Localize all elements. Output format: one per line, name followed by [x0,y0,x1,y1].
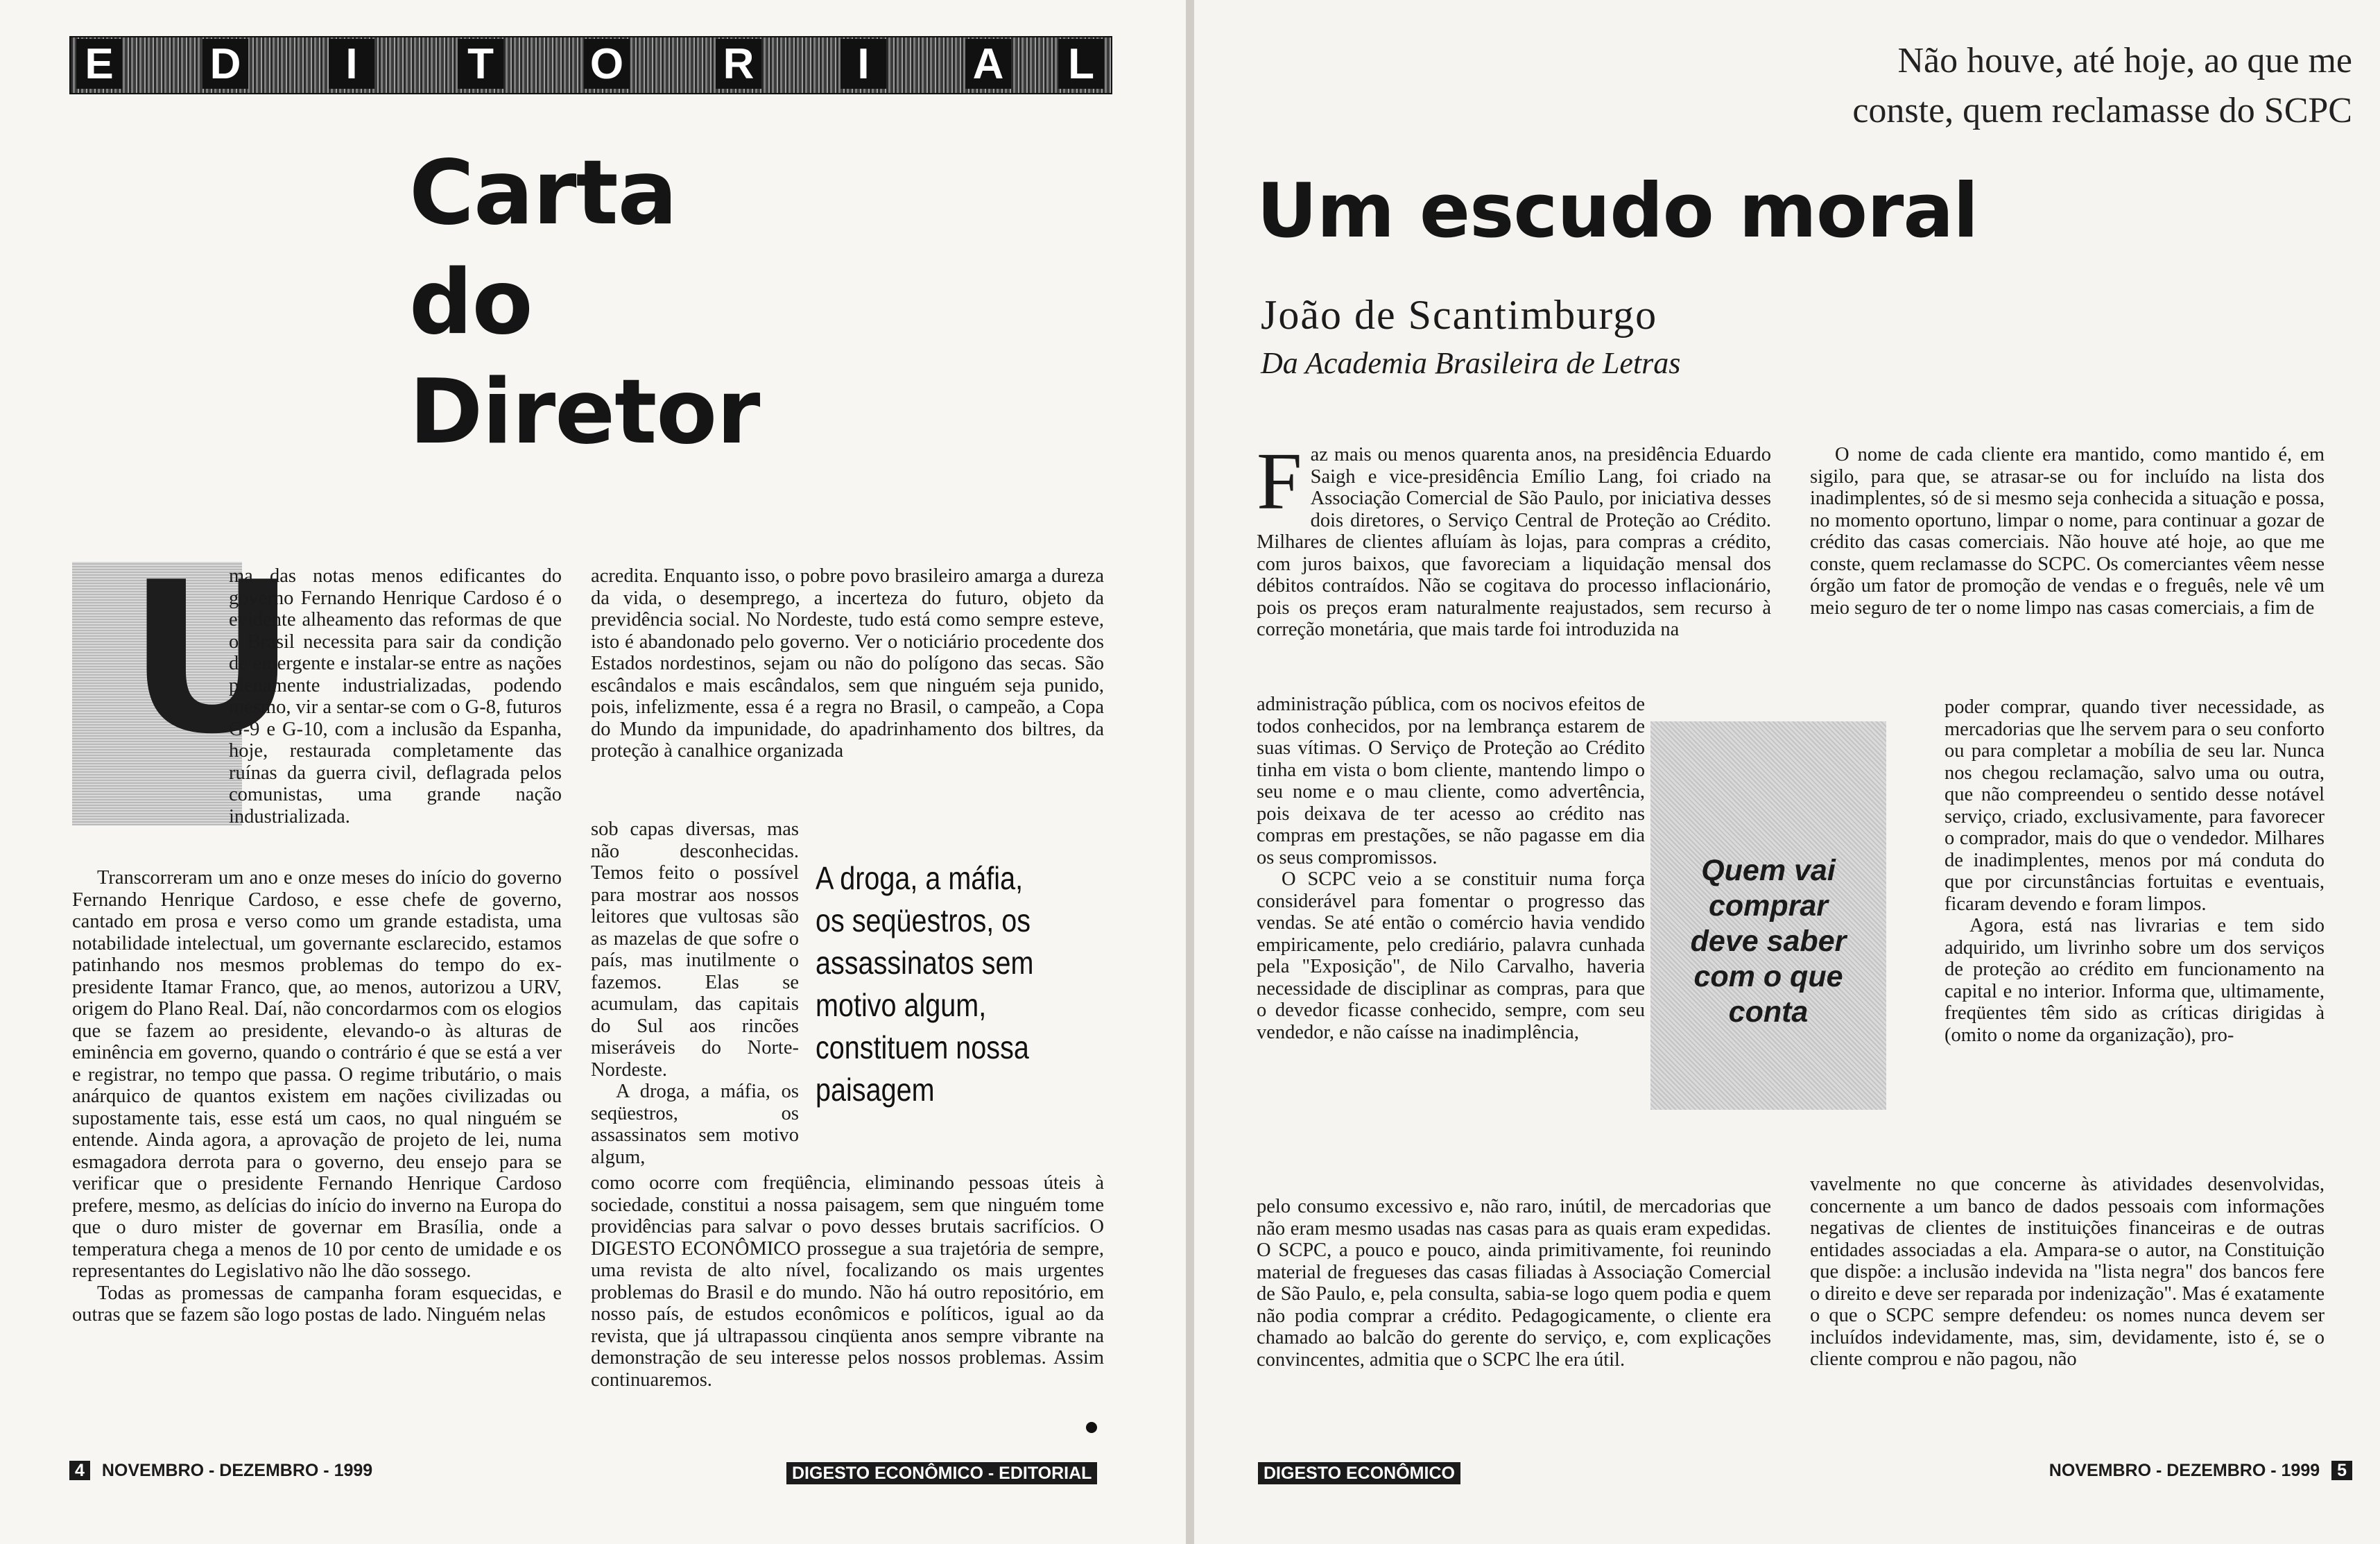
pull-quote-line: motivo algum, [816,987,987,1023]
author-name: João de Scantimburgo [1261,292,1658,338]
banner-letter: L [1058,39,1104,89]
highlight-line: conta [1728,995,1809,1029]
article-text-col2-bottom [1810,1174,2325,1371]
pull-quote-line: assassinatos sem [816,945,1034,981]
banner-letter: R [716,39,761,89]
article-paragraph: como ocorre com freqüência, eliminando pessoas úteis à sociedade, constitui a nossa paisagem, sem que ninguém tome providências para salvar o povo desses brutais sacrifícios. O DIGESTO ECONÔMICO prossegue a sua trajetória de sempre, uma revista de alto nível, focalizando os mais urgentes problemas do Brasil e do mundo. Não há outro repositório, em nosso país, de estudos econômicos e políticos, igual ao da revista, que já ultrapassou cinqüenta anos sempre vibrante na demonstração de seu interesse pelos nossos problemas. Assim continuaremos. [591,1172,1104,1391]
article-paragraph: O SCPC veio a se constituir numa força considerável para fomentar o progresso das vendas. Se até então o comércio havia vendido empiricamente, pelo crediário, palavra cunhada pela "Exposição", de Nilo Carvalho, haveria necessidade de disciplinar as compras, para que o devedor ficasse conhecido, sempre, com seu vendedor, e não caísse na inadimplência, [1257,868,1645,1043]
header-quote [1852,36,2352,136]
footer-section: DIGESTO ECONÔMICO - EDITORIAL [786,1462,1097,1484]
article-text-col2-narrow [1944,696,2325,1046]
article-title: Um escudo moral [1257,168,1978,255]
pull-quote [816,857,1114,1111]
drop-cap: F [1257,436,1302,526]
header-quote-line: conste, quem reclamasse do SCPC [1852,91,2352,130]
article-paragraph: pelo consumo excessivo e, não raro, inútil, de mercadorias que não eram mesmo usadas nas casas para as quais eram expedidas. O SCPC, a pouco e pouco, ainda primitivamente, foi reunindo material de fregueses das casas filiadas à Associação Comercial de São Paulo, e, pela consulta, sabia-se logo quem podia e quem não podia comprar a crédito. Pedagogicamente, o cliente era chamado ao balcão do gerente do serviço, e, com explicações convincentes, admitia que o SCPC lhe era útil. [1257,1196,1771,1371]
article-paragraph: poder comprar, quando tiver necessidade, as mercadorias que lhe servem para o seu conforto ou para completar a mobília de seu lar. Nunca nos chegou reclamação, salvo uma ou outra, que não compreendeu o sentido desse notável serviço, criado, exclusivamente, para favorecer o comprador, mais do que o vendedor. Milhares de inadimplentes, menos por má conduta do que por circunstâncias fortuitas e eventuais, ficaram devendo e foram limpos. [1944,696,2325,915]
highlight-line: comprar [1708,889,1829,923]
article-paragraph: Transcorreram um ano e onze meses do início do governo Fernando Henrique Cardoso, e esse chefe de governo, cantado em prosa e verso como um grande estadista, uma notabilidade intelectual, um governante esclarecido, estamos patinhando nos mesmos problemas do tempo do ex-presidente Itamar Franco, que, ao menos, autorizou a URV, origem do Plano Real. Daí, não concordarmos com os elogios que se fazem ao presidente, elevando-o às alturas de eminência em governo, quando o contrário é que se está a ver e registrar, no tempo que passa. O regime tributário, o mais anárquico de quantos existem em nações civilizadas ou supostamente tais, esse está um caos, no qual ninguém se entende. Ainda agora, a aprovação de projeto de lei, numa esmagadora derrota para o governo, deu ensejo para se verificar que o presidente Fernando Henrique Cardoso prefere, mesmo, as delícias do início do inverno na Europa do que o duro mister de governar em Brasília, onde a temperatura chega a menos de 10 por cento de umidade e os representantes do Legislativo não lhe dão sossego. [72,867,562,1282]
highlight-line: com o que [1693,960,1843,993]
article-text-col2-narrow [591,818,799,1168]
title-line: Carta [409,141,677,245]
editorial-banner [69,36,1112,94]
issue-date: NOVEMBRO - DEZEMBRO - 1999 [2049,1461,2320,1480]
article-paragraph: acredita. Enquanto isso, o pobre povo brasileiro amarga a dureza da vida, o desemprego, a incerteza do futuro, objeto da previdência social. No Nordeste, tudo está como sempre esteve, isto é abandonado pelo governo. Ver o noticiário procedente dos Estados nordestinos, sejam ou não do polígono das secas. São escândalos e mais escândalos, sem que ninguém seja punido, pois, infelizmente, essa é a regra no Brasil, o campeão, a Copa do Mundo da impunidade, do apadrinhamento dos biltres, da proteção à canalhice organizada [591,565,1104,762]
page-number: 5 [2331,1461,2352,1480]
pull-quote-line: constituem nossa [816,1029,1029,1065]
banner-letter: I [329,39,374,89]
article-paragraph: A droga, a máfia, os seqüestros, os assassinatos sem motivo algum, [591,1081,799,1168]
issue-date: NOVEMBRO - DEZEMBRO - 1999 [101,1461,373,1480]
footer-publication: DIGESTO ECONÔMICO [1258,1462,1460,1484]
article-paragraph: sob capas diversas, mas não desconhecidas. Temos feito o possível para mostrar aos nossos leitores que vultosas são as mazelas de que sofre o país, mas inutilmente o fazemos. Elas se acumulam, das capitais do Sul aos rincões miseráveis do Norte-Nordeste. [591,818,799,1081]
article-paragraph: ma das notas menos edificantes do governo Fernando Henrique Cardoso é o evidente alheamento das reformas de que o Brasil necessita para sair da condição de emergente e instalar-se entre as nações plenamente industrializadas, podendo mesmo, vir a sentar-se com o G-8, futuros G-9 e G-10, com a inclusão da Espanha, hoje, restaurada completamente das ruínas da guerra civil, deflagrada pelos comunistas, uma grande nação industrializada. [229,565,562,827]
highlight-box [1650,721,1886,1110]
drop-cap-box [72,538,297,825]
author-affiliation: Da Academia Brasileira de Letras [1261,346,1681,380]
highlight-text [1650,853,1886,1030]
title-line: Diretor [409,361,760,464]
footer-right [2049,1459,2352,1482]
article-paragraph: administração pública, com os nocivos efeitos de todos conhecidos, por na lembrança estarem de suas vítimas. O Serviço de Proteção ao Crédito tinha em vista o bom cliente, mantendo limpo o seu nome e o mau cliente, como advertência, pois deixava de ter acesso ao crédito nas compras em prestações, se não pagasse em dia os seus compromissos. [1257,694,1645,868]
page-title [409,139,759,468]
article-text-col1-wrap [229,565,562,846]
pull-quote-line: paisagem [816,1072,935,1108]
pull-quote-line: os seqüestros, os [816,902,1031,938]
banner-letter: T [458,39,503,89]
banner-letter: O [584,39,630,89]
article-text-col2-top [591,565,1104,762]
banner-letter: D [202,39,248,89]
footer-left [69,1459,372,1482]
highlight-line: deve saber [1690,925,1847,958]
title-line: do [409,251,533,354]
article-text-col1-bottom [1257,1196,1771,1371]
article-paragraph: Todas as promessas de campanha foram esquecidas, e outras que se fazem são logo postas de lado. Ninguém nelas [72,1282,562,1326]
pull-quote-line: A droga, a máfia, [816,860,1024,896]
page-number: 4 [69,1461,90,1480]
article-text-col2-top [1810,444,2325,619]
article-paragraph: Agora, está nas livrarias e tem sido adquirido, um livrinho sobre um dos serviços de proteção ao crédito em funcionamento na capital e no interior. Informa que, ultimamente, freqüentes têm sido as críticas dirigidas à (omito o nome da organização), pro- [1944,915,2325,1046]
article-text-col2-bottom [591,1172,1104,1391]
article-text-col1-narrow [1257,694,1645,1043]
page-gutter [1186,0,1194,1544]
article-paragraph: vavelmente no que concerne às atividades desenvolvidas, concernente a um banco de dados pessoais com informações negativas de clientes de instituições financeiras e de outras entidades associadas a ela. Ampara-se o autor, na Constituição que dispõe: a inclusão indevida na "lista negra" dos bancos fere o direito e deve ser reparada por indenização". Mas é exatamente o que o SCPC sempre defendeu: os nomes nunca devem ser incluídos indevidamente, mas, sim, devidamente, isto é, se o cliente comprou e não pagou, não [1810,1174,2325,1370]
banner-letter: I [840,39,886,89]
article-text-col1 [72,867,562,1326]
left-page [0,0,1186,1544]
header-quote-line: Não houve, até hoje, ao que me [1897,41,2352,80]
article-paragraph: az mais ou menos quarenta anos, na presidência Eduardo Saigh e vice-presidência Emílio Lang, foi criado na Associação Comercial de São Paulo, por iniciativa desses dois diretores, o Serviço Central de Proteção ao Crédito. Milhares de clientes afluíam às lojas, para compras a crédito, com juros baixos, que favoreciam a liquidação mensal dos débitos contraídos. Não se cogitava do processo inflacionário, pois os preços eram naturalmente reajustados, sem recurso à correção monetária, que mais tarde foi introduzida na [1257,444,1771,640]
banner-letter: A [965,39,1011,89]
banner-letter: E [76,39,122,89]
article-paragraph: O nome de cada cliente era mantido, como mantido é, em sigilo, para que, se atrasar-se ou for incluído na lista dos inadimplentes, só de si mesmo seja conhecida a situação e possa, no momento oportuno, limpar o nome, para continuar a gozar de crédito das casas comerciais. Não houve até hoje, ao que me conste, quem reclamasse do SCPC. Os comerciantes vêem nesse órgão um fator de promoção de vendas e o freguês, nele vê um meio seguro de ter o nome limpo nas casas comerciais, a fim de [1810,444,2325,619]
end-mark [1086,1422,1097,1433]
highlight-line: Quem vai [1701,854,1836,887]
article-text-col1-top [1257,436,1771,641]
drop-cap: U [128,538,297,780]
